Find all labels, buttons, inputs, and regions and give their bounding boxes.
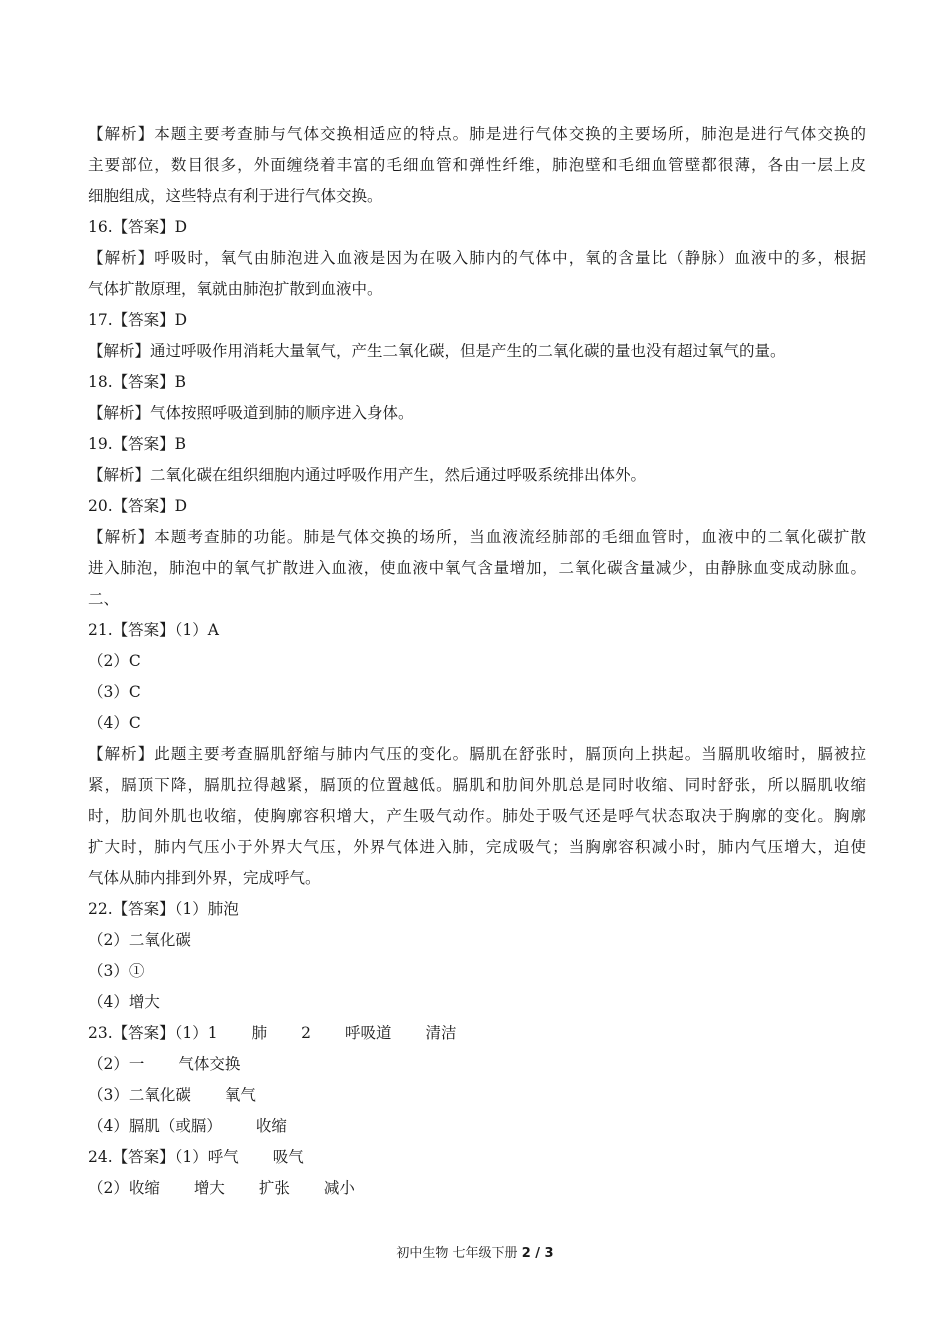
text-line: 进入肺泡，肺泡中的氧气扩散进入血液，使血液中氧气含量增加，二氧化碳含量减少，由静脉血变成动脉血。 xyxy=(88,559,866,577)
text-line: 【解析】呼吸时，氧气由肺泡进入血液是因为在吸入肺内的气体中，氧的含量比（静脉）血液中的多，根据 xyxy=(88,249,866,267)
text-line: 时，肋间外肌也收缩，使胸廓容积增大，产生吸气动作。肺处于吸气还是呼气状态取决于胸廓的变化。胸廓 xyxy=(88,807,866,825)
text-line: 【解析】此题主要考查膈肌舒缩与肺内气压的变化。膈肌在舒张时，膈顶向上拱起。当膈肌收缩时，膈被拉 xyxy=(88,745,866,763)
text-line: （4）膈肌（或膈） 收缩 xyxy=(88,1117,287,1135)
page-footer xyxy=(0,1244,950,1264)
text-line: 细胞组成，这些特点有利于进行气体交换。 xyxy=(88,187,383,205)
text-line: 【解析】通过呼吸作用消耗大量氧气，产生二氧化碳，但是产生的二氧化碳的量也没有超过氧气的量。 xyxy=(88,342,786,360)
text-line: 【解析】本题主要考查肺与气体交换相适应的特点。肺是进行气体交换的主要场所，肺泡是进行气体交换的 xyxy=(88,125,866,143)
text-line: （3）二氧化碳 氧气 xyxy=(88,1086,256,1104)
text-line: （3）C xyxy=(88,683,141,701)
answer-23: 23.【答案】（1）1 肺 2 呼吸道 清洁 xyxy=(88,1024,457,1042)
answer-22: 22.【答案】（1）肺泡 xyxy=(88,900,239,918)
answer-24: 24.【答案】（1）呼气 吸气 xyxy=(88,1148,304,1166)
answer-18: 18.【答案】B xyxy=(88,373,187,391)
footer-text: 初中生物 七年级下册 xyxy=(396,1246,518,1261)
text-line: 气体扩散原理，氧就由肺泡扩散到血液中。 xyxy=(88,280,383,298)
answer-17: 17.【答案】D xyxy=(88,311,188,329)
text-line: 气体从肺内排到外界，完成呼气。 xyxy=(88,869,321,887)
text-line: （2）一 气体交换 xyxy=(88,1055,241,1073)
answer-21: 21.【答案】（1）A xyxy=(88,621,219,639)
answer-16: 16.【答案】D xyxy=(88,218,188,236)
text-line: 【解析】二氧化碳在组织细胞内通过呼吸作用产生，然后通过呼吸系统排出体外。 xyxy=(88,466,647,484)
answer-20: 20.【答案】D xyxy=(88,497,188,515)
text-line: 主要部位，数目很多，外面缠绕着丰富的毛细血管和弹性纤维，肺泡壁和毛细血管壁都很薄，各由一层上皮 xyxy=(88,156,866,174)
answer-19: 19.【答案】B xyxy=(88,435,187,453)
text-line: （4）增大 xyxy=(88,993,160,1011)
text-line: 紧，膈顶下降，膈肌拉得越紧，膈顶的位置越低。膈肌和肋间外肌总是同时收缩、同时舒张，所以膈肌收缩 xyxy=(88,776,866,794)
text-line: （4）C xyxy=(88,714,141,732)
text-line: （3）① xyxy=(88,962,145,980)
text-line: 【解析】气体按照呼吸道到肺的顺序进入身体。 xyxy=(88,404,414,422)
text-line: 扩大时，肺内气压小于外界大气压，外界气体进入肺，完成吸气；当胸廓容积减小时，肺内气压增大，迫使 xyxy=(88,838,866,856)
text-line: （2）C xyxy=(88,652,141,670)
section-heading: 二、 xyxy=(88,590,120,608)
text-line: （2）收缩 增大 扩张 减小 xyxy=(88,1179,355,1197)
answer-key-content xyxy=(88,119,866,1204)
text-line: （2）二氧化碳 xyxy=(88,931,191,949)
page-number: 2 / 3 xyxy=(521,1246,554,1261)
text-line: 【解析】本题考查肺的功能。肺是气体交换的场所，当血液流经肺部的毛细血管时，血液中的二氧化碳扩散 xyxy=(88,528,866,546)
